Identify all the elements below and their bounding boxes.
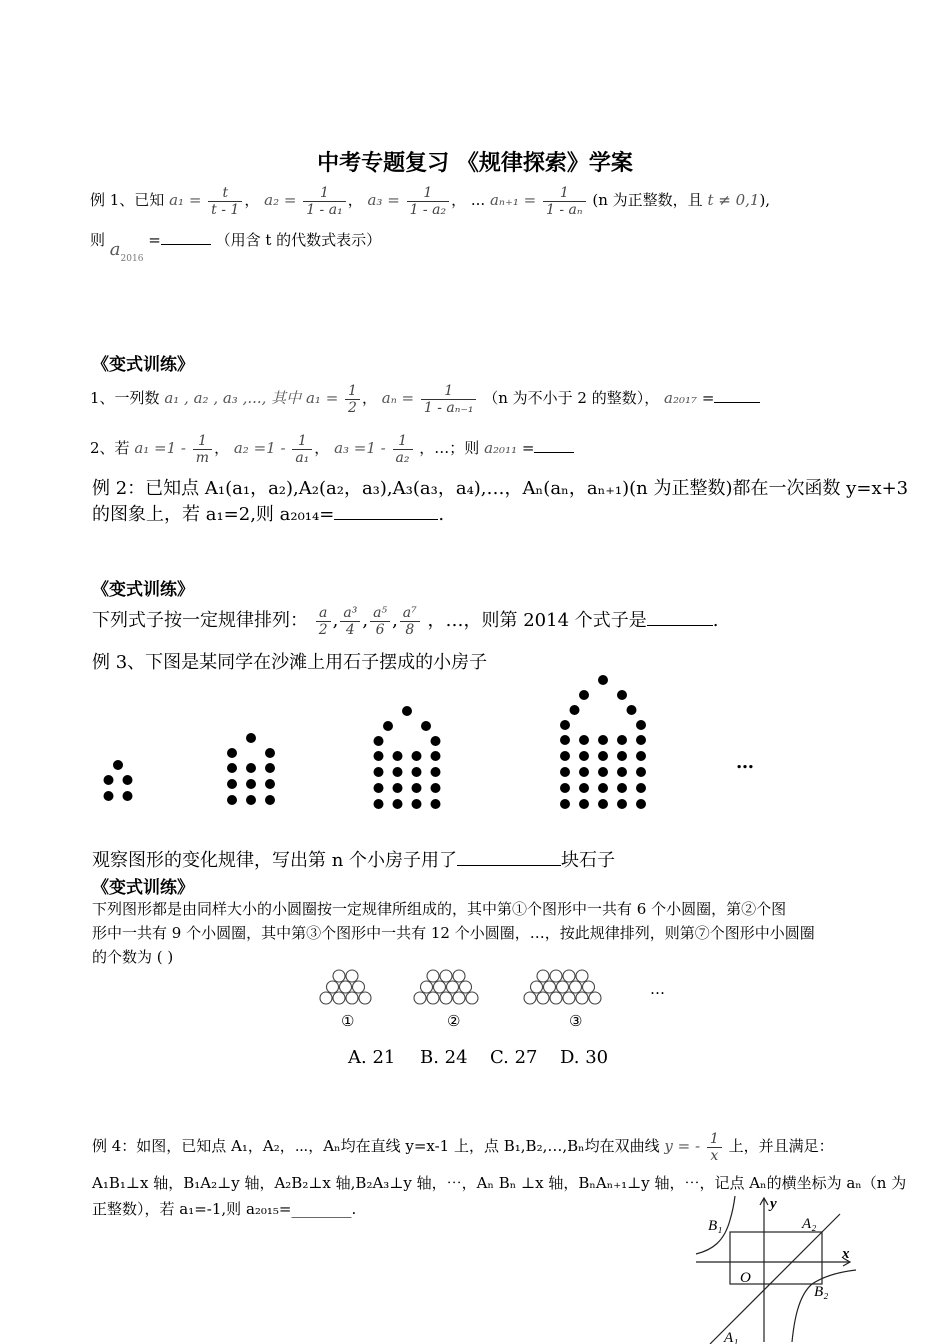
house-3-stone: [374, 767, 384, 777]
q2-a3-lhs: a₃ =1 -: [334, 439, 386, 457]
house-2-stone: [227, 795, 237, 805]
sequence-suffix: ，…，则第 2014 个式子是: [427, 610, 647, 631]
circles-ellipsis: …: [650, 980, 665, 998]
house-2-stone: [227, 779, 237, 789]
house-4-stone: [560, 751, 570, 761]
example-4-line-3: [92, 1198, 356, 1219]
figure-1-circle: [327, 981, 339, 993]
house-3-roof-stone: [402, 706, 412, 716]
hyperbola-lower-branch: [792, 1270, 856, 1342]
variant-heading-3: 《变式训练》: [92, 878, 194, 898]
figure-2-circle: [460, 981, 472, 993]
house-4-stone: [579, 783, 589, 793]
sequence-end: .: [712, 610, 719, 631]
a1-lhs: a₁ =: [169, 191, 202, 209]
house-4-stone: [617, 751, 627, 761]
example-4-text-b: 上，并且满足：: [728, 1137, 834, 1155]
example-1-line: 例 1、已知 a₁ = $\frac{t}{t - 1}$ ， a₂ = $\frac{1}{\text{1 - a₁}}$ ， a₃ = $\frac{1}{\text{1 - a₂}}$ ， ... aₙ₊₁ = $\frac{1}{\text{1 - aₙ}}$ (n 为正整数，且 t ≠ 0,1),: [90, 184, 771, 218]
house-4-stone: [560, 767, 570, 777]
figure-2-circle: [447, 981, 459, 993]
q2-ask-eq: =: [521, 439, 535, 457]
house-2-roof-stone: [265, 748, 275, 758]
example-3-question: [92, 846, 615, 872]
figure-1-circle: [359, 992, 371, 1004]
circles-figure: [300, 962, 680, 1022]
figure-label-3: ③: [569, 1012, 583, 1030]
house-4-roof-stone: [636, 720, 646, 730]
numerator: 1: [709, 1130, 719, 1147]
house-2-stone: [265, 779, 275, 789]
denominator: x: [707, 1147, 722, 1164]
fraction-an: [543, 185, 586, 218]
example-4-blank[interactable]: ________: [291, 1200, 352, 1218]
example-3-answer-blank[interactable]: [457, 849, 561, 866]
stone-houses-figure: [0, 670, 950, 820]
fraction-a3: [407, 185, 450, 218]
label-b2: B₂: [814, 1284, 829, 1300]
figure-label-2: ②: [447, 1012, 461, 1030]
house-4-stone: [598, 751, 608, 761]
term-1: [316, 605, 331, 638]
house-1-stone: [123, 791, 133, 801]
option-a[interactable]: A. 21: [348, 1047, 396, 1068]
house-3-stone: [374, 799, 384, 809]
figure-2-circle: [440, 970, 452, 982]
figure-3-circle: [550, 970, 562, 982]
figure-3-circle: [544, 981, 556, 993]
house-3-stone: [431, 799, 441, 809]
option-b[interactable]: B. 24: [420, 1047, 468, 1068]
figure-2-circle: [440, 992, 452, 1004]
figure-2-circle: [453, 992, 465, 1004]
figure-3-circle: [563, 970, 575, 982]
fraction-q2-a2: [292, 433, 312, 466]
denominator: 2: [345, 399, 360, 416]
house-4-stone: [598, 783, 608, 793]
example-3-question-text: 观察图形的变化规律，写出第 n 个小房子用了: [92, 850, 458, 871]
ellipsis: ...: [470, 191, 486, 209]
house-4-roof-stone: [598, 675, 608, 685]
page-title: 中考专题复习 《规律探索》学案: [317, 150, 633, 176]
q1-seq: a₁ , a₂ , a₃ ,..., 其中: [164, 389, 302, 407]
figure-3-circle: [557, 981, 569, 993]
house-3-roof-stone: [383, 721, 393, 731]
house-4-stone: [636, 735, 646, 745]
house-4-roof-stone: [617, 690, 627, 700]
q2-a1-lhs: a₁ =1 -: [134, 439, 187, 457]
q1-condition: （n 为不小于 2 的整数），: [483, 389, 660, 407]
denominator: 2: [316, 621, 331, 638]
q1-ask-var: a₂₀₁₇: [664, 389, 698, 407]
figure-3-circle: [563, 992, 575, 1004]
numerator: 1: [197, 432, 207, 449]
label-a1: A₁: [724, 1330, 739, 1344]
house-4-stone: [636, 783, 646, 793]
house-2-stone: [227, 763, 237, 773]
denominator: 1 - aₙ: [543, 201, 586, 218]
figure-3-circle: [550, 992, 562, 1004]
house-3-stone: [431, 751, 441, 761]
figure-2-circle: [421, 981, 433, 993]
variant-heading-2: 《变式训练》: [92, 580, 194, 600]
hyperbola-lhs: y = -: [664, 1137, 701, 1155]
house-3-stone: [393, 751, 403, 761]
fraction-a1: [208, 185, 242, 218]
label-origin: O: [740, 1270, 751, 1286]
house-3-stone: [412, 767, 422, 777]
coordinate-graph: [690, 1192, 860, 1344]
circles-question-line-3: 的个数为 ( ): [92, 948, 174, 966]
figure-1-circle: [346, 992, 358, 1004]
house-4-stone: [598, 735, 608, 745]
denominator: a₂: [393, 449, 413, 466]
answer-blank[interactable]: [161, 228, 211, 245]
example-2-line-1: 例 2：已知点 A₁(a₁，a₂),A₂(a₂，a₃),A₃(a₃，a₄),…，Aₙ(aₙ，aₙ₊₁)(n 为正整数)都在一次函数 y=x+3: [92, 478, 909, 499]
term-4: [400, 605, 420, 638]
figure-1-circle: [333, 970, 345, 982]
label-x-axis: x: [842, 1246, 850, 1262]
house-2-stone: [246, 763, 256, 773]
example-2-text: 的图象上，若 a₁=2,则 a₂₀₁₄=: [92, 504, 335, 525]
q1-a1-lhs: a₁ =: [305, 389, 339, 407]
figure-1-circle: [346, 970, 358, 982]
numerator: 1: [398, 432, 407, 449]
house-4-roof-stone: [627, 705, 637, 715]
numerator: a³: [343, 604, 358, 621]
figure-3-circle: [576, 992, 588, 1004]
q2-tail: ，…；则: [419, 439, 480, 457]
figure-2-circle: [453, 970, 465, 982]
circles-question-line-2: 形中一共有 9 个小圆圈，其中第③个图形中一共有 12 个小圆圈，…，按此规律排列，则第⑦个图形中小圆圈: [92, 924, 815, 942]
numerator: 1: [423, 184, 433, 201]
sequence-prefix: 下列式子按一定规律排列：: [92, 610, 308, 631]
ask-eq: =: [148, 231, 161, 249]
a2-lhs: a₂ =: [264, 191, 297, 209]
ask-suffix: （用含 t 的代数式表示）: [215, 231, 382, 249]
house-3-stone: [412, 799, 422, 809]
a3-lhs: a₃ =: [367, 191, 400, 209]
house-4-stone: [636, 799, 646, 809]
example-4-text-a: 例 4：如图，已知点 A₁，A₂，⋯，Aₙ均在直线 y=x-1 上，点 B₁,B₂,…,Bₙ均在双曲线: [92, 1137, 660, 1155]
q1-answer-blank[interactable]: [714, 386, 760, 403]
fraction-q1-a1: [345, 383, 360, 416]
house-4-stone: [617, 735, 627, 745]
house-4-stone: [617, 783, 627, 793]
numerator: 1: [297, 432, 307, 449]
figure-2-circle: [427, 992, 439, 1004]
question-2: 2、若 a₁ =1 - $\frac{1}{m}$ ， a₂ =1 - $\frac{1}{\text{a₁}}$ ， a₃ =1 - $\frac{1}{\text{a₂}}$ ，…；则 a₂₀₁₁ =: [90, 426, 574, 470]
example-4-end: .: [351, 1200, 357, 1218]
figure-1-circle: [333, 992, 345, 1004]
house-1-stone: [104, 791, 114, 801]
q1-prefix: 1、一列数: [90, 389, 160, 407]
denominator: 4: [340, 621, 360, 638]
figure-1-circle: [353, 981, 365, 993]
numerator: a⁷: [402, 604, 417, 621]
denominator: 1 - aₙ₋₁: [421, 399, 477, 416]
numerator: 1: [319, 184, 329, 201]
q2-a2-lhs: a₂ =1 -: [233, 439, 286, 457]
house-3-stone: [374, 783, 384, 793]
condition: (n 为正整数，且: [592, 191, 703, 209]
denominator: 1 - a₂: [407, 201, 450, 218]
figure-3-circle: [576, 970, 588, 982]
circles-question-line-1: 下列图形都是由同样大小的小圆圈按一定规律所组成的，其中第①个图形中一共有 6 个小圆圈，第②个图: [92, 900, 787, 918]
ask-var: a: [109, 239, 121, 260]
house-4-stone: [579, 799, 589, 809]
label-y-axis: y: [770, 1196, 777, 1212]
figure-1-circle: [320, 992, 332, 1004]
figure-3-circle: [537, 992, 549, 1004]
house-4-stone: [636, 751, 646, 761]
example-3-line: 例 3、下图是某同学在沙滩上用石子摆成的小房子: [92, 652, 488, 673]
example-2-line-2: [92, 500, 444, 526]
example-2-answer-blank[interactable]: [334, 503, 438, 520]
figure-2-circle: [466, 992, 478, 1004]
house-4-stone: [560, 735, 570, 745]
denominator: 1 - a₁: [303, 201, 346, 218]
sequence-answer-blank[interactable]: [647, 609, 713, 626]
house-4-stone: [560, 799, 570, 809]
house-3-stone: [374, 751, 384, 761]
example-4-line-1: [92, 1124, 834, 1168]
question-1: 1、一列数 a₁ , a₂ , a₃ ,..., 其中 a₁ = $\frac{1}{2}$ ， aₙ = $\frac{1}{\text{1 - aₙ₋₁}}$ （n 为不小于 2 的整数）， a₂₀₁₇ =: [90, 376, 760, 420]
numerator: 1: [348, 382, 357, 399]
house-4-stone: [617, 767, 627, 777]
house-2-stone: [265, 763, 275, 773]
label-b1: B₁: [708, 1218, 723, 1234]
house-1-roof-stone: [113, 760, 123, 770]
condition-value: t ≠ 0,1: [707, 191, 760, 209]
figure-3-circle: [531, 981, 543, 993]
example-2-end: .: [438, 504, 445, 525]
fraction-q1-an: [421, 383, 477, 416]
house-2-stone: [246, 779, 256, 789]
house-4-roof-stone: [570, 705, 580, 715]
house-3-stone: [393, 767, 403, 777]
house-3-roof-stone: [431, 736, 441, 746]
house-4-roof-stone: [560, 720, 570, 730]
variant-heading-1: 《变式训练》: [92, 355, 194, 375]
q1-ask-eq: =: [701, 389, 715, 407]
term-2: [340, 605, 360, 638]
figure-3-circle: [583, 981, 595, 993]
house-3-stone: [393, 799, 403, 809]
house-2-stone: [246, 795, 256, 805]
fraction-a2: [303, 185, 346, 218]
denominator: t - 1: [208, 201, 242, 218]
denominator: 6: [370, 621, 390, 638]
house-3-stone: [393, 783, 403, 793]
figure-2-circle: [414, 992, 426, 1004]
house-3-roof-stone: [421, 721, 431, 731]
numerator: 1: [444, 382, 454, 399]
figure-3-circle: [524, 992, 536, 1004]
house-4-stone: [598, 799, 608, 809]
condition-end: ),: [759, 191, 771, 209]
house-1-stone: [104, 775, 114, 785]
example-1-prefix: 例 1、已知: [90, 191, 165, 209]
numerator: a⁵: [373, 604, 388, 621]
ask-prefix: 则: [90, 231, 106, 249]
figure-3-circle: [589, 992, 601, 1004]
numerator: 1: [559, 184, 569, 201]
house-3-stone: [412, 751, 422, 761]
house-2-roof-stone: [227, 748, 237, 758]
house-4-stone: [617, 799, 627, 809]
house-4-stone: [579, 751, 589, 761]
house-3-stone: [431, 783, 441, 793]
figure-label-1: ①: [341, 1012, 355, 1030]
label-a2: A₂: [802, 1216, 817, 1232]
q2-answer-blank[interactable]: [534, 436, 574, 453]
fraction-hyperbola: [707, 1131, 722, 1164]
houses-ellipsis: …: [736, 752, 756, 773]
house-3-stone: [431, 767, 441, 777]
fraction-q2-a3: [393, 433, 413, 466]
figure-3-circle: [537, 970, 549, 982]
house-2-roof-stone: [246, 733, 256, 743]
house-1-stone: [123, 775, 133, 785]
fraction-q2-a1: [193, 433, 212, 466]
house-3-roof-stone: [374, 736, 384, 746]
denominator: m: [193, 449, 212, 466]
numerator: a: [319, 604, 328, 621]
house-4-roof-stone: [579, 690, 589, 700]
house-4-stone: [598, 767, 608, 777]
example-4-line-3-text: 正整数），若 a₁=-1,则 a₂₀₁₅=: [92, 1200, 292, 1218]
example-4-line-2: A₁B₁⊥x 轴，B₁A₂⊥y 轴，A₂B₂⊥x 轴,B₂A₃⊥y 轴，⋯，Aₙ Bₙ ⊥x 轴，BₙAₙ₊₁⊥y 轴，⋯，记点 Aₙ的横坐标为 aₙ（n 为: [92, 1174, 907, 1192]
q1-an-lhs: aₙ =: [381, 389, 415, 407]
house-4-stone: [636, 767, 646, 777]
figure-2-circle: [427, 970, 439, 982]
house-3-stone: [412, 783, 422, 793]
sequence-question: 下列式子按一定规律排列： $\frac{a}{2}$ , $\frac{\text{a³}}{4}$ , $\frac{\text{a⁵}}{6}$ , $\frac{\text{a⁷}}{8}$ ，…，则第 2014 个式子是 .: [92, 604, 719, 638]
denominator: 8: [400, 621, 420, 638]
q2-ask-var: a₂₀₁₁: [484, 439, 518, 457]
example-3-question-end: 块石子: [561, 850, 616, 871]
q2-prefix: 2、若: [90, 439, 130, 457]
house-4-stone: [560, 783, 570, 793]
option-c[interactable]: C. 27: [490, 1047, 538, 1068]
numerator: t: [222, 184, 229, 201]
an-lhs: aₙ₊₁ =: [489, 191, 537, 209]
term-3: [370, 605, 390, 638]
house-4-stone: [579, 767, 589, 777]
figure-3-circle: [570, 981, 582, 993]
figure-2-circle: [434, 981, 446, 993]
house-4-stone: [579, 735, 589, 745]
figure-1-circle: [340, 981, 352, 993]
ask-sub: 2016: [120, 254, 144, 264]
house-2-stone: [265, 795, 275, 805]
denominator: a₁: [292, 449, 312, 466]
example-1-ask: [90, 228, 382, 264]
option-d[interactable]: D. 30: [560, 1047, 609, 1068]
